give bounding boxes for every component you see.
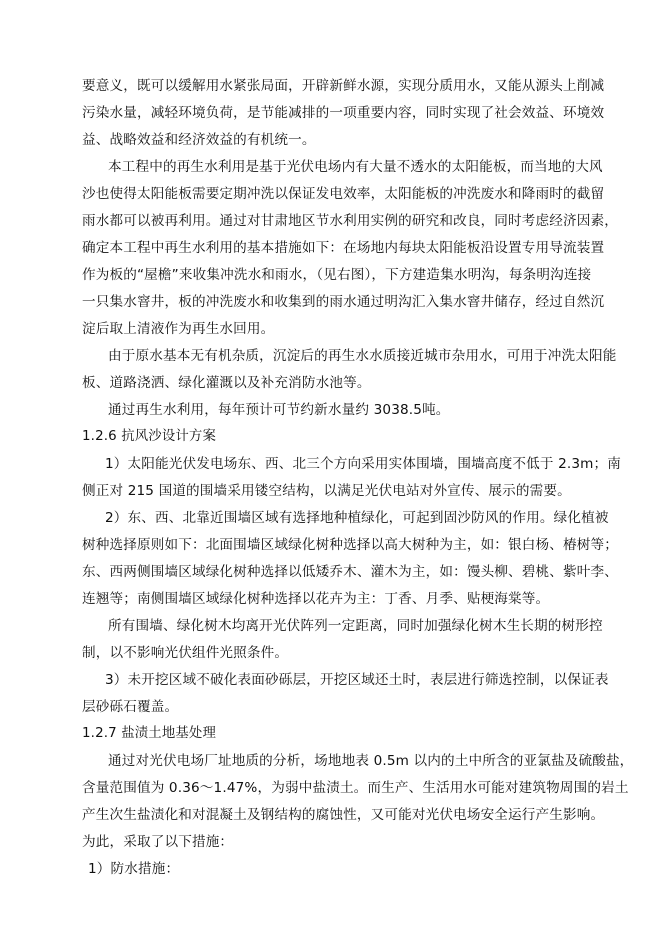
- body-line-12: 板、道路浇洒、绿化灌溉以及补充消防水池等。: [82, 375, 371, 391]
- body-line-4: 本工程中的再生水利用是基于光伏电场内有大量不透水的太阳能板，而当地的大风: [108, 159, 603, 175]
- body-line-13: 通过再生水利用，每年预计可节约新水量约 3038.5吨。: [108, 402, 450, 418]
- body-line-18: 树种选择原则如下：北面围墙区域绿化树种选择以高大树种为主，如：银白杨、椿树等；: [82, 537, 619, 553]
- body-line-7: 确定本工程中再生水利用的基本措施如下：在场地内每块太阳能板沿设置专用导流装置: [82, 240, 605, 256]
- body-line-21: 所有围墙、绿化树木均离开光伏阵列一定距离，同时加强绿化树木生长期的树形控: [108, 618, 603, 634]
- section-heading-1-2-7: 1.2.7 盐渍土地基处理: [82, 726, 217, 741]
- body-line-11: 由于原水基本无有机杂质，沉淀后的再生水水质接近城市杂用水，可用于冲洗太阳能: [108, 348, 617, 364]
- body-line-10: 淀后取上清液作为再生水回用。: [82, 321, 275, 337]
- body-line-19: 东、西两侧围墙区域绿化树种选择以低矮乔木、灌木为主，如：馒头柳、碧桃、紫叶李、: [82, 564, 619, 580]
- body-line-2: 污染水量，减轻环境负荷，是节能减排的一项重要内容，同时实现了社会效益、环境效: [82, 105, 605, 121]
- body-line-16: 侧正对 215 国道的围墙采用镂空结构，以满足光伏电站对外宣传、展示的需要。: [82, 483, 571, 499]
- body-line-15: 1）太阳能光伏发电场东、西、北三个方向采用实体围墙，围墙高度不低于 2.3m；南: [105, 456, 622, 472]
- body-line-27: 含量范围值为 0.36～1.47%，为弱中盐渍土。而生产、生活用水可能对建筑物周围的岩土: [82, 780, 629, 796]
- body-line-24: 层砂砾石覆盖。: [82, 699, 179, 715]
- body-line-9: 一只集水窨井，板的冲洗废水和收集到的雨水通过明沟汇入集水窨井储存，经过自然沉: [82, 294, 605, 310]
- body-line-5: 沙也使得太阳能板需要定期冲洗以保证发电效率，太阳能板的冲洗废水和降雨时的截留: [82, 186, 605, 202]
- body-line-3: 益、战略效益和经济效益的有机统一。: [82, 132, 316, 148]
- section-heading-1-2-6: 1.2.6 抗风沙设计方案: [82, 429, 217, 444]
- body-line-8: 作为板的“屋檐”来收集冲洗水和雨水，（见右图），下方建造集水明沟，每条明沟连接: [82, 267, 592, 283]
- body-line-17: 2）东、西、北靠近围墙区域有选择地种植绿化，可起到固沙防风的作用。绿化植被: [105, 510, 609, 526]
- body-line-1: 要意义，既可以缓解用水紧张局面，开辟新鲜水源，实现分质用水，又能从源头上削减: [82, 78, 605, 94]
- body-line-23: 3）未开挖区域不破化表面砂砾层，开挖区域还土时，表层进行筛选控制，以保证表: [105, 672, 609, 688]
- body-line-20: 连翘等；南侧围墙区域绿化树种选择以花卉为主：丁香、月季、贴梗海棠等。: [82, 591, 550, 607]
- body-line-6: 雨水都可以被再利用。通过对甘肃地区节水利用实例的研究和改良，同时考虑经济因素，: [82, 213, 619, 229]
- body-line-28: 产生次生盐渍化和对混凝土及钢结构的腐蚀性，又可能对光伏电场安全运行产生影响。: [82, 807, 605, 823]
- body-line-26: 通过对光伏电场厂址地质的分析，场地地表 0.5m 以内的土中所含的亚氯盐及硫酸盐，: [108, 753, 634, 769]
- body-line-29: 为此，采取了以下措施：: [82, 834, 234, 850]
- body-line-30: 1）防水措施：: [88, 861, 180, 877]
- body-line-22: 制，以不影响光伏组件光照条件。: [82, 645, 289, 661]
